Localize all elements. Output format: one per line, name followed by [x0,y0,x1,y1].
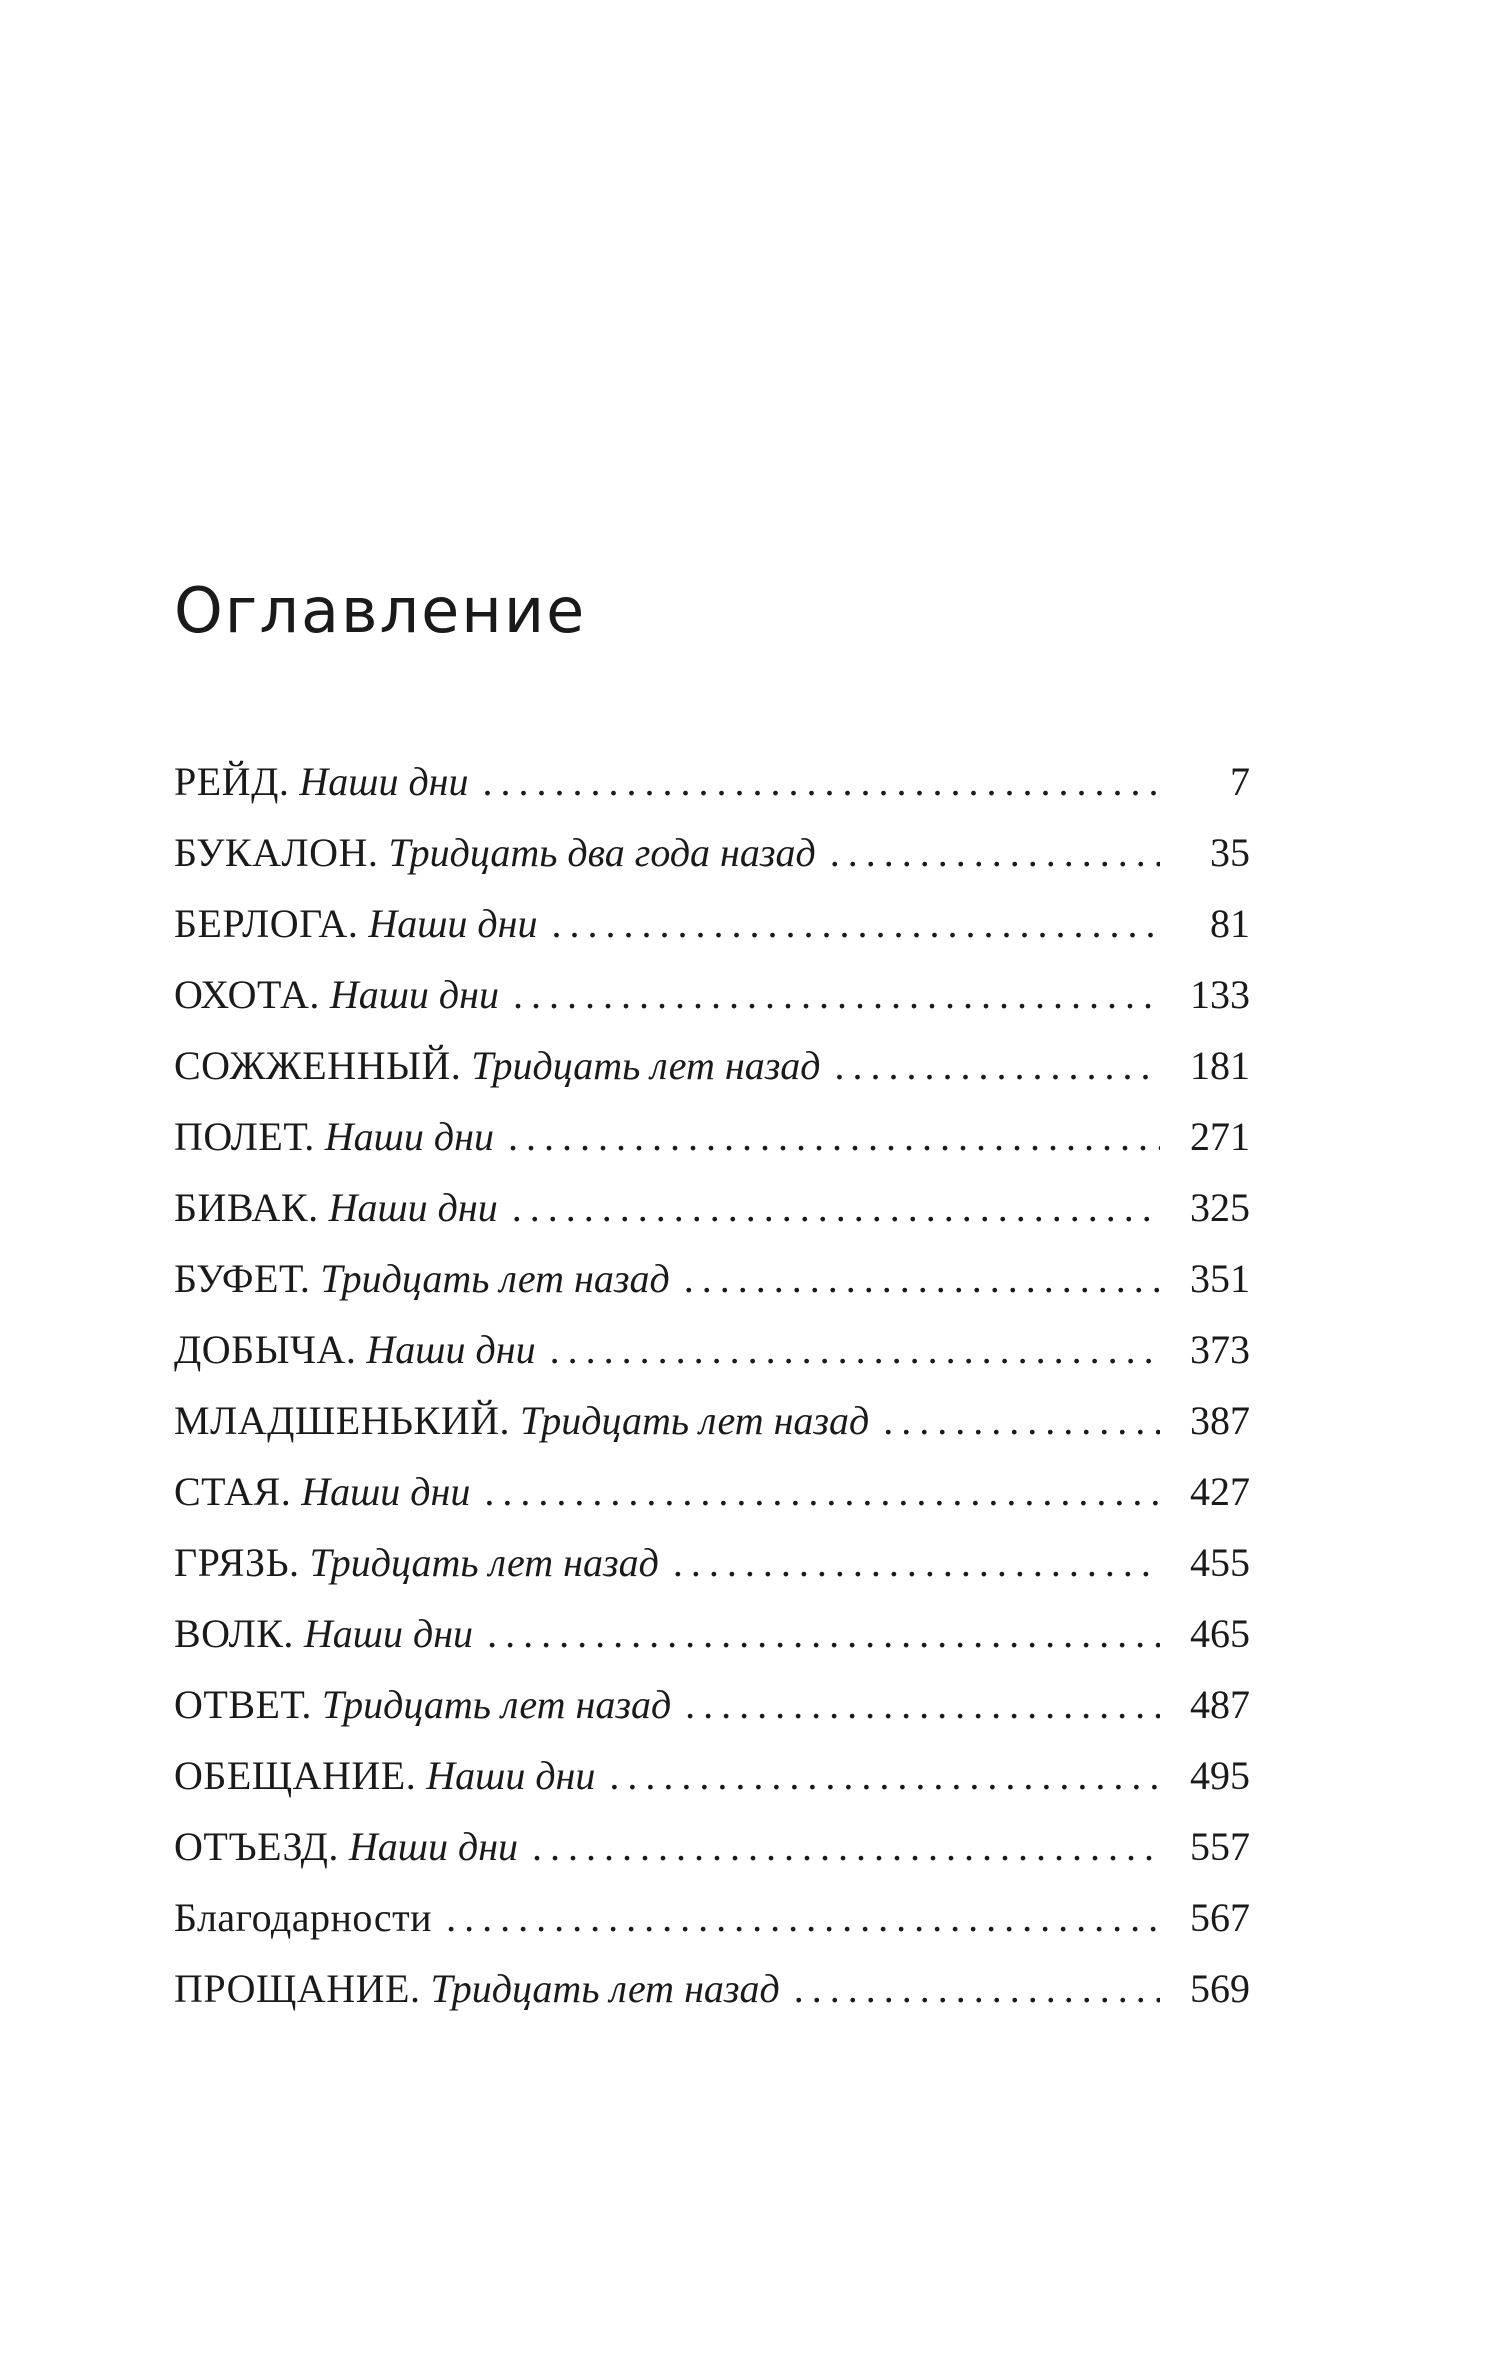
toc-chapter-period: Тридцать лет назад [519,1398,870,1443]
toc-entry-label [174,1030,821,1101]
toc-chapter-title: ПОЛЕТ. [174,1114,315,1159]
dot-leader [794,1953,1160,2024]
toc-page-number: 7 [1230,759,1250,804]
toc-chapter-period: Наши дни [328,1185,498,1230]
toc-chapter-title: БУФЕТ. [174,1256,311,1301]
toc-page-number: 373 [1190,1327,1250,1372]
toc-page-number: 567 [1190,1895,1250,1940]
toc-entry [174,1953,1250,2024]
toc-chapter-title: ПРОЩАНИЕ. [174,1966,421,2011]
dot-leader [551,888,1160,959]
dot-leader [673,1527,1160,1598]
toc-entry [174,1598,1250,1669]
toc-chapter-period: Наши дни [324,1114,494,1159]
toc-chapter-title: БУКАЛОН. [174,830,379,875]
toc-page-number: 495 [1190,1753,1250,1798]
toc-page-number: 181 [1190,1043,1250,1088]
toc-chapter-period: Наши дни [301,1469,471,1514]
toc-entry [174,1101,1250,1172]
toc-chapter-title: ОТВЕТ. [174,1682,312,1727]
toc-entry [174,1527,1250,1598]
toc-chapter-title: СТАЯ. [174,1469,292,1514]
toc-chapter-period: Наши дни [299,759,469,804]
toc-chapter-title: ГРЯЗЬ. [174,1540,300,1585]
dot-leader [508,1101,1160,1172]
toc-entry [174,959,1250,1030]
toc-chapter-title: ДОБЫЧА. [174,1327,357,1372]
toc-chapter-title: МЛАДШЕНЬКИЙ. [174,1398,510,1443]
toc-entry-label [174,888,537,959]
toc-entry [174,1882,1250,1953]
toc-entry [174,1811,1250,1882]
toc-page-number: 351 [1190,1256,1250,1301]
toc-entry-label [174,1314,536,1385]
toc-chapter-title: ОБЕЩАНИЕ. [174,1753,417,1798]
toc-entry-label [174,1243,670,1314]
dot-leader [684,1243,1160,1314]
toc-page-number: 455 [1190,1540,1250,1585]
toc-page-number: 427 [1190,1469,1250,1514]
toc-entry-label [174,1527,659,1598]
toc-entry [174,1669,1250,1740]
toc-entry [174,1030,1250,1101]
toc-chapter-title: ОТЪЕЗД. [174,1824,339,1869]
toc-entry [174,1385,1250,1456]
toc-chapter-period: Тридцать лет назад [309,1540,659,1585]
toc-entry [174,1243,1250,1314]
toc-chapter-period: Наши дни [366,1327,536,1372]
dot-leader [483,746,1160,817]
toc-chapter-period: Тридцать лет назад [430,1966,780,2011]
toc-chapter-period: Наши дни [426,1753,596,1798]
toc-entry [174,1172,1250,1243]
page-title: Оглавление [174,574,587,647]
toc-chapter-title: ОХОТА. [174,972,320,1017]
toc-entry-label [174,1669,671,1740]
dot-leader [532,1811,1160,1882]
toc-chapter-period: Наши дни [348,1824,519,1869]
dot-leader [685,1669,1160,1740]
toc-page-number: 35 [1210,830,1250,875]
toc-entry [174,888,1250,959]
dot-leader [830,817,1160,888]
toc-entry-label [174,1598,473,1669]
toc-entry-label [174,817,816,888]
dot-leader [487,1598,1160,1669]
toc-page-number: 271 [1190,1114,1250,1159]
toc-entry-label [174,1101,494,1172]
toc-chapter-title: РЕЙД. [174,759,290,804]
toc-chapter-title: Благодарности [174,1895,433,1940]
toc-entry [174,817,1250,888]
dot-leader [446,1882,1160,1953]
toc-chapter-period: Наши дни [303,1611,474,1656]
toc-chapter-title: СОЖЖЕННЫЙ. [174,1043,462,1088]
toc-page-number: 133 [1190,972,1250,1017]
toc-page-number: 487 [1190,1682,1250,1727]
toc-chapter-period: Тридцать лет назад [320,1256,670,1301]
toc-page-number: 465 [1190,1611,1250,1656]
toc-page-number: 569 [1190,1966,1250,2011]
toc-page-number: 325 [1190,1185,1250,1230]
dot-leader [835,1030,1160,1101]
toc-chapter-period: Тридцать лет назад [471,1043,821,1088]
toc-entry-label [174,1811,518,1882]
toc-chapter-period: Наши дни [329,972,500,1017]
toc-entry-label [174,959,499,1030]
toc-chapter-period: Тридцать два года назад [388,830,816,875]
toc-entry-label [174,746,469,817]
dot-leader [513,959,1160,1030]
dot-leader [512,1172,1160,1243]
toc-entry [174,1456,1250,1527]
toc-chapter-title: БЕРЛОГА. [174,901,359,946]
toc-entry [174,1740,1250,1811]
toc-chapter-title: ВОЛК. [174,1611,294,1656]
toc-entry-label [174,1882,432,1953]
toc-entry [174,746,1250,817]
toc-entry-label [174,1172,498,1243]
toc-chapter-period: Тридцать лет назад [321,1682,672,1727]
dot-leader [883,1385,1160,1456]
dot-leader [550,1314,1160,1385]
toc-chapter-title: БИВАК. [174,1185,319,1230]
toc-entry-label [174,1740,595,1811]
toc-page-number: 81 [1210,901,1250,946]
toc-page-number: 387 [1190,1398,1250,1443]
dot-leader [609,1740,1160,1811]
toc-chapter-period: Наши дни [368,901,538,946]
toc-page-number: 557 [1190,1824,1250,1869]
toc-entry-label [174,1385,869,1456]
toc-entry-label [174,1456,470,1527]
table-of-contents [174,746,1250,2024]
dot-leader [484,1456,1160,1527]
toc-entry [174,1314,1250,1385]
toc-entry-label [174,1953,780,2024]
